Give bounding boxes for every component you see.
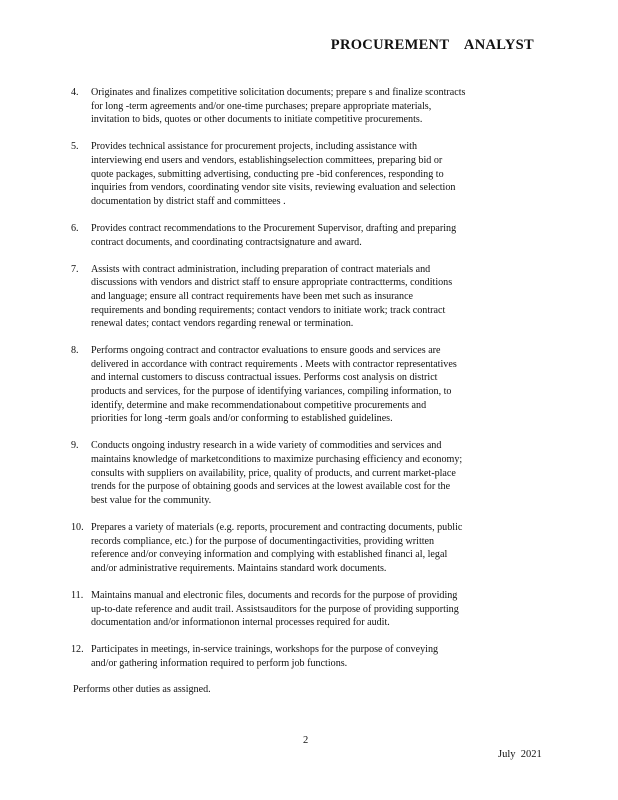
document-title: PROCUREMENT ANALYST: [330, 37, 534, 53]
duty-item: [71, 140, 541, 208]
duty-item-line: reference and/or conveying information and complying with established financi al, legal: [91, 549, 448, 561]
duty-item-line: Provides contract recommendations to the Procurement Supervisor, drafting and preparing: [91, 222, 457, 234]
duty-item: [71, 439, 541, 507]
duty-item-number: 11.: [71, 589, 84, 601]
duty-item-line: maintains knowledge of marketconditions to maximize purchasing efficiency and economy;: [91, 454, 463, 466]
duty-item-line: Assists with contract administration, including preparation of contract materials and: [91, 263, 431, 275]
duty-item-line: requirements and bonding requirements; contact vendors to initiate work; track contract: [91, 304, 446, 316]
duty-item-line: Prepares a variety of materials (e.g. reports, procurement and contracting documents, public: [91, 522, 463, 533]
duty-item-number: 12.: [71, 644, 84, 656]
duty-item-line: Conducts ongoing industry research in a wide variety of commodities and services and: [91, 440, 442, 452]
duty-item-line: trends for the purpose of obtaining goods and services at the lowest available cost for the: [91, 481, 451, 493]
duty-item-line: Participates in meetings, in-service trainings, workshops for the purpose of conveying: [91, 644, 439, 656]
duty-item: [71, 521, 541, 575]
duty-item-text: [91, 222, 541, 249]
duty-item-line: identify, determine and make recommendationabout competitive procurements and: [91, 399, 427, 411]
duty-item-line: for long -term agreements and/or one-time purchases; prepare appropriate materials,: [91, 100, 432, 112]
duty-item-number: 5.: [71, 141, 79, 153]
duty-item-text: [91, 439, 541, 507]
duty-item-text: [91, 344, 541, 426]
duty-item: [71, 344, 541, 426]
duty-item-line: Maintains manual and electronic files, documents and records for the purpose of providing: [91, 589, 458, 601]
duty-item: [71, 589, 541, 630]
duty-item: [71, 222, 541, 249]
closing-statement: Performs other duties as assigned.: [73, 684, 211, 695]
duty-item-line: and internal customers to discuss contractual issues. Performs cost analysis on district: [91, 372, 438, 384]
duty-item-line: discussions with vendors and district staff to ensure appropriate contractterms, conditions: [91, 277, 453, 289]
duty-item-text: [91, 589, 541, 630]
duty-item-line: interviewing end users and vendors, establishingselection committees, preparing bid or: [91, 154, 443, 166]
duty-item-line: delivered in accordance with contract requirements . Meets with contractor representatives: [91, 358, 457, 370]
duty-item: [71, 86, 541, 127]
duty-item-line: contract documents, and coordinating contractsignature and award.: [91, 236, 362, 248]
duty-item-line: documentation and/or informationon internal processes required for audit.: [91, 617, 390, 629]
duty-item-line: renewal dates; contact vendors regarding renewal or termination.: [91, 318, 354, 330]
duty-item-text: [91, 643, 541, 670]
duty-item-line: quote packages, submitting advertising, conducting pre -bid conferences, responding to: [91, 168, 444, 180]
duty-item-line: consults with suppliers on availability, price, quality of products, and current market-place: [91, 467, 456, 479]
duty-item-line: records compliance, etc.) for the purpose of documentingactivities, providing written: [91, 535, 435, 547]
duty-item-line: best value for the community.: [91, 494, 212, 506]
duty-item: [71, 263, 541, 331]
duties-list: [71, 86, 541, 684]
duty-item-text: [91, 140, 541, 208]
duty-item-line: products and services, for the purpose of identifying variances, compiling information, to: [91, 386, 452, 398]
duty-item-line: Originates and finalizes competitive solicitation documents; prepare s and finalize scontracts: [91, 87, 466, 98]
duty-item-line: up-to-date reference and audit trail. Assistsauditors for the purpose of providing supporting: [91, 603, 459, 615]
duty-item-line: priorities for long -term goals and/or conforming to established guidelines.: [91, 413, 393, 425]
duty-item-line: inquiries from vendors, coordinating vendor site visits, reviewing evaluation and selection: [91, 182, 456, 194]
duty-item-number: 6.: [71, 222, 79, 234]
duty-item-line: Performs ongoing contract and contractor evaluations to ensure goods and services are: [91, 345, 441, 357]
duty-item-number: 7.: [71, 263, 79, 275]
duty-item-text: [91, 86, 541, 127]
duty-item-line: Provides technical assistance for procurement projects, including assistance with: [91, 141, 417, 153]
duty-item-number: 10.: [71, 522, 84, 533]
duty-item-text: [91, 521, 541, 575]
duty-item-line: documentation by district staff and committees .: [91, 195, 286, 207]
duty-item-number: 8.: [71, 345, 79, 357]
revision-date: July 2021: [498, 749, 542, 760]
duty-item-number: 9.: [71, 440, 79, 452]
duty-item: [71, 643, 541, 670]
page-number: 2: [303, 735, 309, 746]
duty-item-text: [91, 263, 541, 331]
duty-item-line: and language; ensure all contract requirements have been met such as insurance: [91, 290, 414, 302]
duty-item-line: and/or administrative requirements. Maintains standard work documents.: [91, 562, 387, 574]
duty-item-line: invitation to bids, quotes or other documents to initiate competitive procurements.: [91, 114, 423, 126]
duty-item-line: and/or gathering information required to perform job functions.: [91, 657, 348, 669]
duty-item-number: 4.: [71, 87, 79, 98]
